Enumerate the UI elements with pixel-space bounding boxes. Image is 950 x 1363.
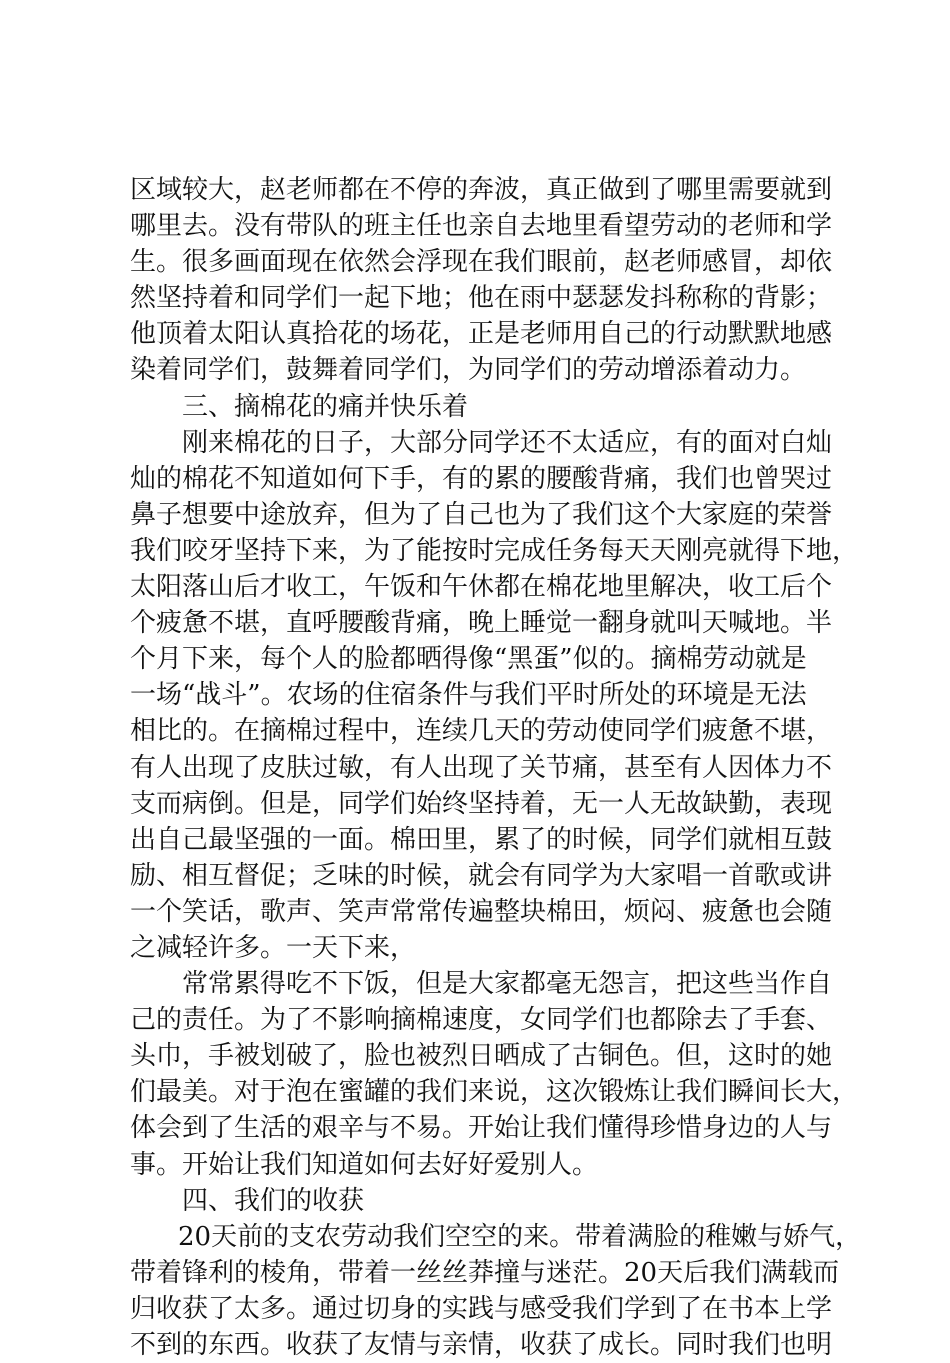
text-line: 一个笑话，歌声、笑声常常传遍整块棉田，烦闷、疲惫也会随 [130,896,833,927]
paragraph-first-line: 20天前的支农劳动我们空空的来。带着满脸的稚嫩与娇气， [178,1221,862,1252]
text-line: 们最美。对于泡在蜜罐的我们来说，这次锻炼让我们瞬间长大， [130,1077,859,1108]
text-line: 相比的。在摘棉过程中，连续几天的劳动使同学们疲惫不堪， [130,716,833,747]
section-heading: 三、摘棉花的痛并快乐着 [182,391,469,422]
text-line: 他顶着太阳认真拾花的场花，正是老师用自己的行动默默地感 [130,319,833,350]
text-line: 之减轻许多。一天下来， [130,932,417,963]
text-line: 染着同学们，鼓舞着同学们，为同学们的劳动增添着动力。 [130,355,807,386]
text-line: 一场“战斗”。农场的住宿条件与我们平时所处的环境是无法 [130,680,807,711]
text-line: 然坚持着和同学们一起下地；他在雨中瑟瑟发抖称称的背影； [130,283,833,314]
text-line: 励、相互督促；乏味的时候，就会有同学为大家唱一首歌或讲 [130,860,833,891]
text-line: 有人出现了皮肤过敏，有人出现了关节痛，甚至有人因体力不 [130,752,833,783]
text-line: 出自己最坚强的一面。棉田里，累了的时候，同学们就相互鼓 [130,824,833,855]
paragraph-first-line: 刚来棉花的日子，大部分同学还不太适应，有的面对白灿 [182,427,833,458]
text-line: 归收获了太多。通过切身的实践与感受我们学到了在书本上学 [130,1293,833,1324]
text-line: 个月下来，每个人的脸都晒得像“黑蛋”似的。摘棉劳动就是 [130,644,807,675]
text-line: 支而病倒。但是，同学们始终坚持着，无一人无故缺勤，表现 [130,788,833,819]
text-line: 区域较大，赵老师都在不停的奔波，真正做到了哪里需要就到 [130,175,833,205]
text-line: 头巾，手被划破了，脸也被烈日晒成了古铜色。但，这时的她 [130,1041,833,1072]
document-body [130,172,862,1363]
text-line: 太阳落山后才收工，午饭和午休都在棉花地里解决，收工后个 [130,572,833,603]
text-line: 己的责任。为了不影响摘棉速度，女同学们也都除去了手套、 [130,1005,833,1036]
text-line: 生。很多画面现在依然会浮现在我们眼前，赵老师感冒，却依 [130,247,833,278]
paragraph-first-line: 常常累得吃不下饭，但是大家都毫无怨言，把这些当作自 [182,969,833,1000]
text-line: 我们咬牙坚持下来，为了能按时完成任务每天天刚亮就得下地， [130,535,859,566]
text-line: 个疲惫不堪，直呼腰酸背痛，晚上睡觉一翻身就叫天喊地。半 [130,608,833,639]
section-heading: 四、我们的收获 [182,1185,365,1216]
text-line: 不到的东西。收获了友情与亲情，收获了成长。同时我们也明 [130,1330,833,1360]
text-line: 哪里去。没有带队的班主任也亲自去地里看望劳动的老师和学 [130,211,833,242]
text-line: 体会到了生活的艰辛与不易。开始让我们懂得珍惜身边的人与 [130,1113,833,1144]
text-line: 鼻子想要中途放弃，但为了自己也为了我们这个大家庭的荣誉 [130,499,833,530]
text-line: 事。开始让我们知道如何去好好爱别人。 [130,1149,599,1180]
text-line: 带着锋利的棱角，带着一丝丝莽撞与迷茫。20天后我们满载而 [130,1257,840,1288]
text-line: 灿的棉花不知道如何下手，有的累的腰酸背痛，我们也曾哭过 [130,463,833,494]
